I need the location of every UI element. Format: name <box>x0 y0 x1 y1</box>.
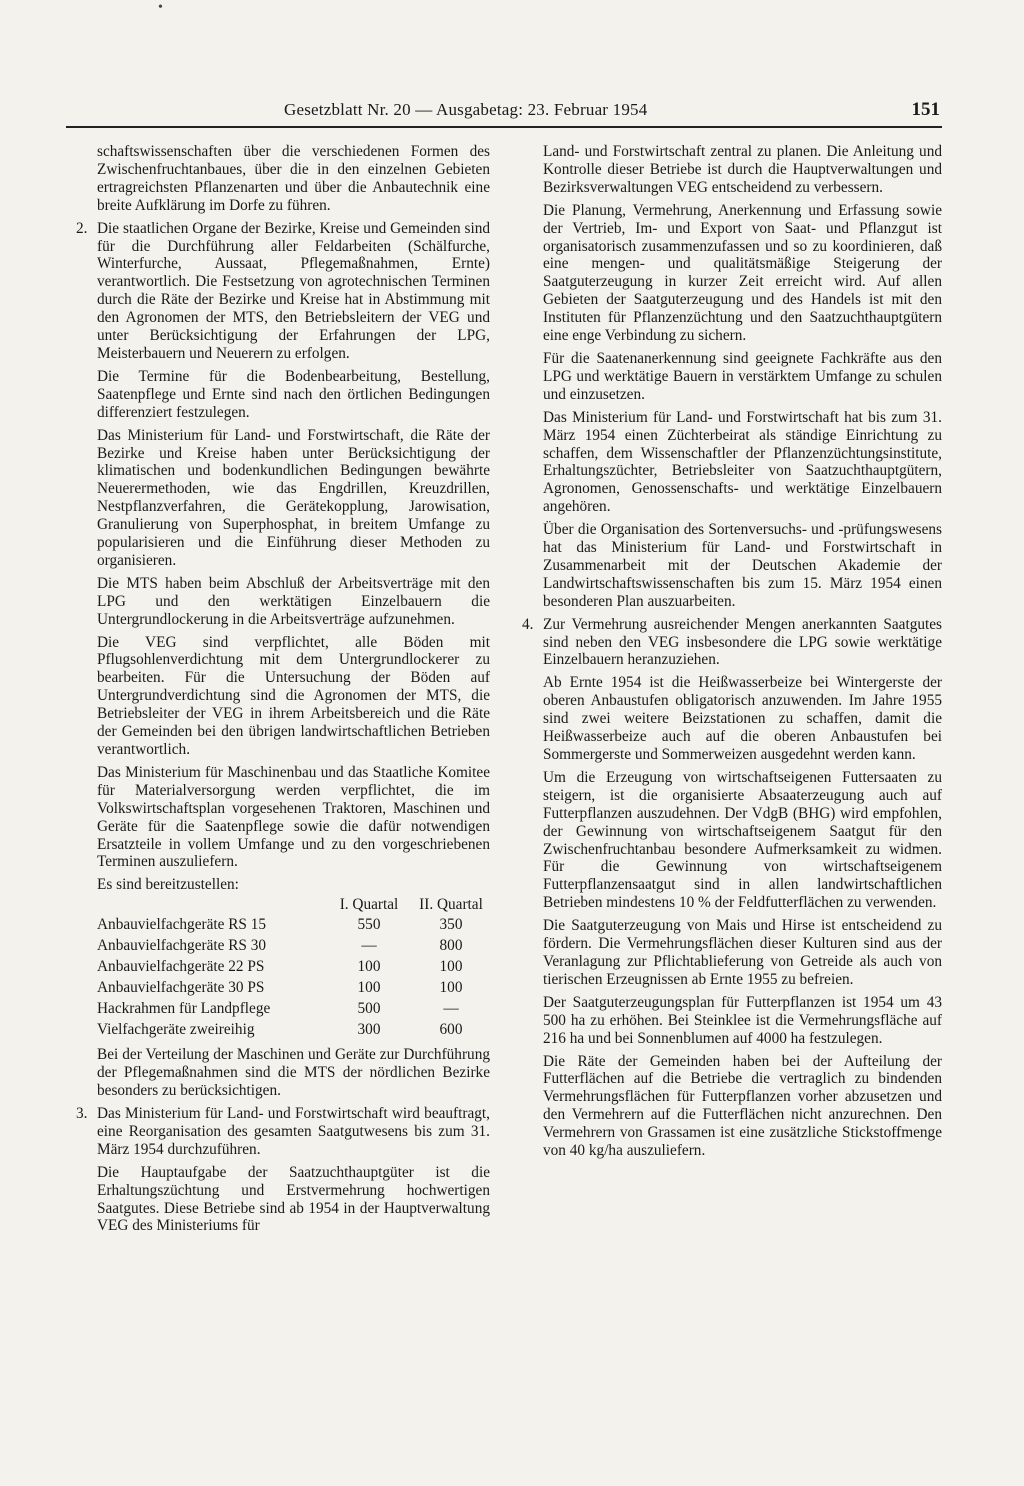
paragraph: Die Termine für die Bodenbearbeitung, Bestellung, Saatenpflege und Ernte sind nach den örtlichen Bedingungen differenziert festzulegen. <box>97 367 490 421</box>
table-cell-label: Anbauvielfachgeräte 30 PS <box>97 978 265 996</box>
numbered-paragraph <box>76 220 490 363</box>
paragraph-text: Die staatlichen Organe der Bezirke, Kreise und Gemeinden sind für die Durchführung aller Feldarbeiten (Schälfurche, Winterfurche, Aussaat, Pflegemaßnahmen, Ernte) verantwortlich. Die Festsetzung von agrotechnischen Terminen durch die Räte der Bezirke und Kreise hat in Abstimmung mit den Agronomen der MTS, den Betriebsleitern der VEG und unter Berücksichtigung der Erfahrungen der LPG, Meisterbauern und Neuerern zu erfolgen. <box>97 219 490 362</box>
table-cell-q2: 100 <box>439 957 463 975</box>
paragraph: Die MTS haben beim Abschluß der Arbeitsverträge mit den LPG und den werktätigen Einzelbauern die Untergrundlockerung in die Arbeitsverträge aufzunehmen. <box>97 574 490 628</box>
paragraph: Die Hauptaufgabe der Saatzuchthauptgüter ist die Erhaltungszüchtung und Erstvermehrung hochwertigen Saatgutes. Diese Betriebe sind ab 1954 in der Hauptverwaltung VEG des Ministeriums für <box>97 1163 490 1235</box>
table-cell-q1: 300 <box>357 1020 381 1038</box>
table-row <box>97 956 492 977</box>
equipment-table <box>97 896 492 1040</box>
page-header <box>66 100 942 124</box>
left-column <box>76 143 490 1240</box>
paragraph: Ab Ernte 1954 ist die Heißwasserbeize bei Wintergerste der oberen Anbaustufen obligatorisch anzuwenden. Im Jahre 1955 sind zwei weitere Beizstationen zu schaffen, damit die Heißwasserbeize auch auf die oberen Anbaustufen bei Sommergerste und Sommerweizen ausgedehnt werden kann. <box>543 674 942 763</box>
paragraph: Die Räte der Gemeinden haben bei der Aufteilung der Futterflächen auf die Betriebe die vertraglich zu bindenden Vermehrungsflächen für Futterpflanzen vorher abzusetzen und den Vermehrern auf die Futterflächen nicht anzurechnen. Den Vermehrern von Grassamen ist eine zusätzliche Stickstoffmenge von 40 kg/ha auszuliefern. <box>543 1052 942 1160</box>
table-cell-q2: 600 <box>439 1020 463 1038</box>
paragraph-text: Das Ministerium für Land- und Forstwirtschaft wird beauftragt, eine Reorganisation des gesamten Saatgutwesens bis zum 31. März 1954 durchzuführen. <box>97 1104 490 1158</box>
header-title: Gesetzblatt Nr. 20 — Ausgabetag: 23. Februar 1954 <box>284 100 648 119</box>
paragraph: Es sind bereitzustellen: <box>97 876 239 894</box>
table-header-q1: I. Quartal <box>339 896 399 914</box>
table-row <box>97 1019 492 1040</box>
paragraph-text: Zur Vermehrung ausreichender Mengen anerkannten Saatgutes sind neben den VEG insbesondere die LPG sowie werktätige Einzelbauern heranzuziehen. <box>543 615 942 669</box>
page-number: 151 <box>911 99 940 120</box>
paragraph: schaftswissenschaften über die verschiedenen Formen des Zwischenfruchtanbaues, über die in den einzelnen Gebieten ertragreichsten Pflanzenarten und über die Anbautechnik eine breite Aufklärung im Dorfe zu führen. <box>97 143 490 214</box>
table-cell-q2: 350 <box>439 915 463 933</box>
header-rule <box>66 126 942 128</box>
table-cell-q2: 800 <box>439 936 463 954</box>
paragraph: Die VEG sind verpflichtet, alle Böden mit Pflugsohlenverdichtung mit dem Untergrundlockerer zu bearbeiten. Für die Untersuchung der Böden auf Untergrundverdichtung sind die Agronomen der MTS, die Betriebsleiter der VEG in ihrem Arbeitsbereich und die Räte der Gemeinden bei den übrigen landwirtschaftlichen Betrieben verantwortlich. <box>97 633 490 758</box>
item-number: 3. <box>76 1104 88 1122</box>
paragraph: Das Ministerium für Maschinenbau und das Staatliche Komitee für Materialversorgung werden verpflichtet, die im Volkswirtschaftsplan vorgesehenen Traktoren, Maschinen und Geräte für die Saatenpflege sowie die dafür notwendigen Ersatzteile in vollem Umfange und zu den vorgeschriebenen Terminen auszuliefern. <box>97 763 490 871</box>
paragraph: Um die Erzeugung von wirtschaftseigenen Futtersaaten zu steigern, ist die organisierte Absaaterzeugung auch auf Futterpflanzen auszudehnen. Der VdgB (BHG) wird empfohlen, der Gewinnung von wirtschaftseigenem Saatgut für den Zwischenfruchtanbau besondere Aufmerksamkeit zu widmen. Für die Gewinnung von wirtschaftseigenem Futterpflanzensaatgut sind in allen landwirtschaftlichen Betrieben mindestens 10 % der Feldfutterflächen zu verwenden. <box>543 768 942 912</box>
paragraph: Der Saatguterzeugungsplan für Futterpflanzen ist 1954 um 43 500 ha zu erhöhen. Bei Steinklee ist die Vermehrungsfläche auf 216 ha und bei Sonnenblumen auf 4000 ha festzulegen. <box>543 993 942 1047</box>
table-row <box>97 914 492 935</box>
numbered-paragraph <box>76 1105 490 1159</box>
paragraph: Die Saatguterzeugung von Mais und Hirse ist entscheidend zu fördern. Die Vermehrungsflächen dieser Kulturen sind aus der Veranlagung zur Pflichtablieferung von Getreide als auch von tierischen Erzeugnissen ab Ernte 1955 zu befreien. <box>543 917 942 988</box>
table-cell-label: Anbauvielfachgeräte RS 15 <box>97 915 267 933</box>
item-number: 2. <box>76 219 88 237</box>
paragraph: Für die Saatenanerkennung sind geeignete Fachkräfte aus den LPG und werktätige Bauern in verstärktem Umfange zu schulen und einzusetzen. <box>543 349 942 403</box>
paragraph: Die Planung, Vermehrung, Anerkennung und Erfassung sowie der Vertrieb, Im- und Export von Saat- und Pflanzgut ist organisatorisch zusammenzufassen und so zu koordinieren, daß eine mengen- und qualitätsmäßige Steigerung der Saatguterzeugung in kurzer Zeit erreicht wird. Auf allen Gebieten der Saatguterzeugung und des Handels ist mit den Instituten für Pflanzenzüchtung und den Saatzuchthauptgütern eine enge Verbindung zu sichern. <box>543 201 942 345</box>
table-row <box>97 977 492 998</box>
paragraph: Über die Organisation des Sortenversuchs- und -prüfungswesens hat das Ministerium für Land- und Forstwirtschaft in Zusammenarbeit mit der Deutschen Akademie der Landwirtschaftswissenschaften bis zum 15. März 1954 einen besonderen Plan auszuarbeiten. <box>543 521 942 610</box>
item-number: 4. <box>522 615 534 633</box>
scan-mark: • <box>158 0 163 15</box>
table-cell-label: Vielfachgeräte zweireihig <box>97 1020 255 1038</box>
paragraph: Das Ministerium für Land- und Forstwirtschaft hat bis zum 31. März 1954 einen Züchterbeirat als ständige Einrichtung zu schaffen, dem Wissenschaftler der Pflanzenzüchtungsinstitute, Erhaltungszüchter, Betriebsleiter von Saatzuchthauptgütern, Agronomen, Genossenschafts- und werktätige Einzelbauern angehören. <box>543 408 942 516</box>
paragraph: Bei der Verteilung der Maschinen und Geräte zur Durchführung der Pflegemaßnahmen sind die MTS der nördlichen Bezirke besonders zu berücksichtigen. <box>97 1046 490 1100</box>
table-header-row <box>97 896 492 914</box>
right-column <box>522 143 942 1165</box>
paragraph: Das Ministerium für Land- und Forstwirtschaft, die Räte der Bezirke und Kreise haben unter Berücksichtigung der klimatischen und bodenkundlichen Bedingungen bewährte Neuerermethoden, wie das Engdrillen, Kreuzdrillen, Nestpflanzverfahren, die Gerätekopplung, Jarowisation, Granulierung von Superphosphat, in breitem Umfange zu popularisieren und die Einführung dieser Methoden zu organisieren. <box>97 426 490 569</box>
table-cell-q2: — <box>443 999 459 1017</box>
table-header-blank <box>97 896 328 914</box>
table-row <box>97 998 492 1019</box>
table-cell-label: Anbauvielfachgeräte RS 30 <box>97 936 267 954</box>
table-cell-label: Anbauvielfachgeräte 22 PS <box>97 957 265 975</box>
table-cell-q1: 500 <box>357 999 381 1017</box>
table-cell-q1: 100 <box>357 978 381 996</box>
table-cell-q1: 550 <box>357 915 381 933</box>
numbered-paragraph <box>522 616 942 670</box>
table-cell-label: Hackrahmen für Landpflege <box>97 999 271 1017</box>
table-cell-q2: 100 <box>439 978 463 996</box>
table-row <box>97 935 492 956</box>
table-cell-q1: — <box>361 936 377 954</box>
table-cell-q1: 100 <box>357 957 381 975</box>
table-header-q2: II. Quartal <box>419 896 483 914</box>
paragraph: Land- und Forstwirtschaft zentral zu planen. Die Anleitung und Kontrolle dieser Betriebe ist durch die Hauptverwaltungen und Bezirksverwaltungen VEG entscheidend zu verbessern. <box>543 143 942 196</box>
